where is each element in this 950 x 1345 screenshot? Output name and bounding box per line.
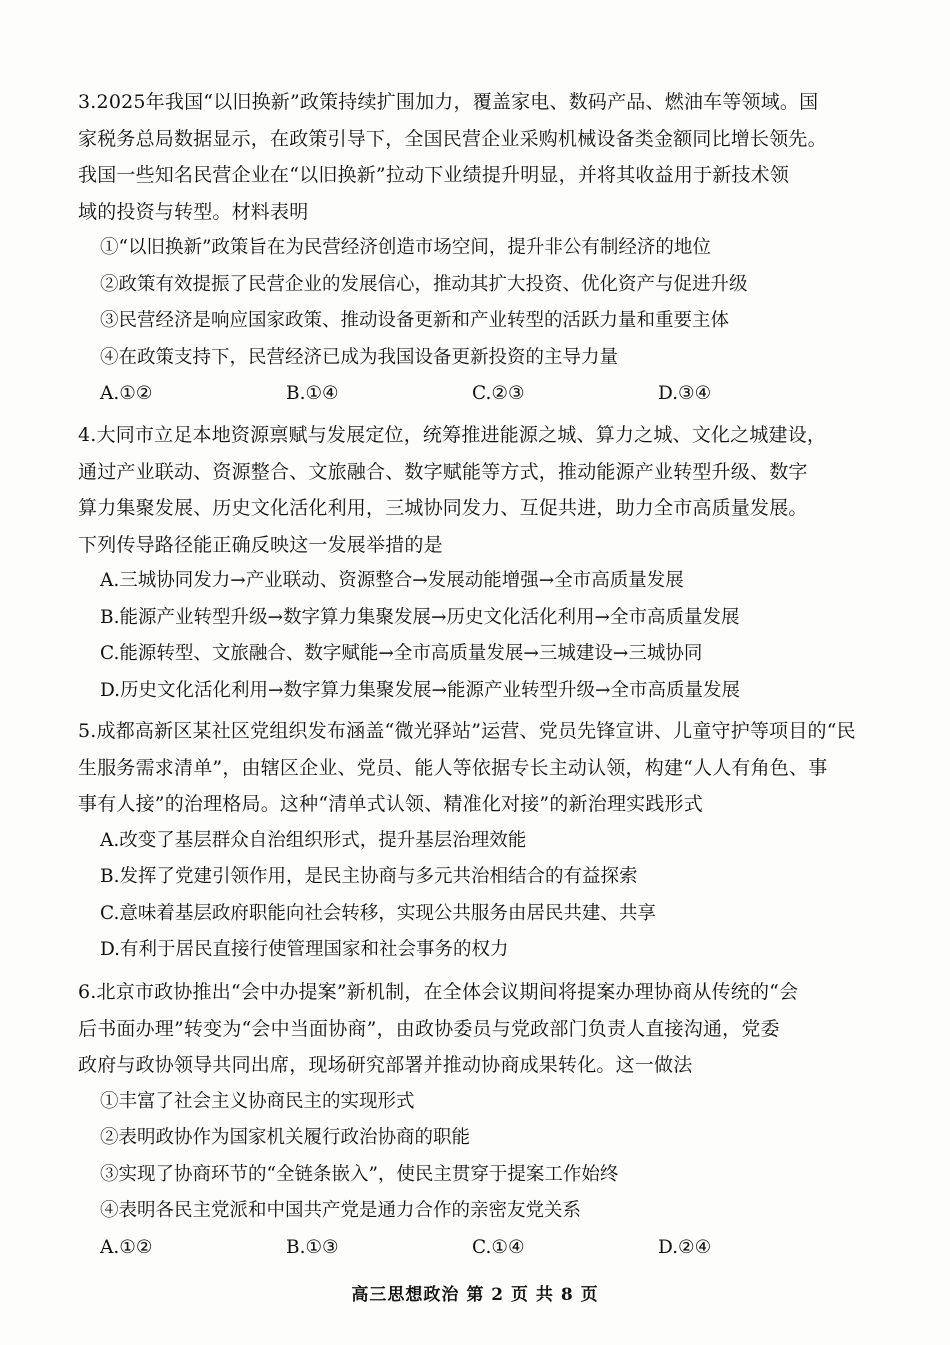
choice-b: B.①④ xyxy=(286,383,339,404)
answer-choices xyxy=(78,1230,878,1267)
option-c: C.能源转型、文旅融合、数字赋能→全市高质量发展→三城建设→三城协同 xyxy=(100,643,703,664)
option-d: D.有利于居民直接行使管理国家和社会事务的权力 xyxy=(100,939,509,960)
question-6 xyxy=(78,974,878,1266)
stem-line: 通过产业联动、资源整合、文旅融合、数字赋能等方式，推动能源产业转型升级、数字 xyxy=(78,460,808,483)
question-3 xyxy=(78,84,878,413)
stem-line: 生服务需求清单”，由辖区企业、党员、能人等依据专长主动认领，构建“人人有角色、事 xyxy=(78,756,828,779)
stem-line: 4.大同市立足本地资源禀赋与发展定位，统筹推进能源之城、算力之城、文化之城建设， xyxy=(78,424,827,446)
choice-d: D.②④ xyxy=(658,1236,712,1258)
question-4 xyxy=(78,417,878,709)
stem-line: 域的投资与转型。材料表明 xyxy=(78,200,309,223)
choice-d: D.③④ xyxy=(658,383,712,404)
question-6-stem xyxy=(78,974,878,1084)
question-5-stem xyxy=(78,713,878,823)
stem-line: 我国一些知名民营企业在“以旧换新”拉动下业绩提升明显，并将其收益用于新技术领 xyxy=(78,164,790,186)
choice-c: C.①④ xyxy=(472,1236,525,1258)
statement-1: ①丰富了社会主义协商民主的实现形式 xyxy=(100,1090,415,1112)
page-footer: 高三思想政治 第 2 页 共 8 页 xyxy=(351,1285,599,1305)
choice-a: A.①② xyxy=(100,383,153,404)
choice-c: C.②③ xyxy=(472,383,525,404)
stem-line: 家税务总局数据显示，在政策引导下，全国民营企业采购机械设备类金额同比增长领先。 xyxy=(78,127,827,150)
option-a: A.改变了基层群众自治组织形式，提升基层治理效能 xyxy=(100,829,527,851)
option-d: D.历史文化活化利用→数字算力集聚发展→能源产业转型升级→全市高质量发展 xyxy=(100,679,741,701)
question-5 xyxy=(78,713,878,969)
option-b: B.发挥了党建引领作用，是民主协商与多元共治相结合的有益探索 xyxy=(100,866,638,887)
statement-3: ③民营经济是响应国家政策、推动设备更新和产业转型的活跃力量和重要主体 xyxy=(100,310,730,331)
stem-line: 事有人接”的治理格局。这种“清单式认领、精准化对接”的新治理实践形式 xyxy=(78,793,703,815)
stem-line: 政府与政协领导共同出席，现场研究部署并推动协商成果转化。这一做法 xyxy=(78,1054,693,1076)
option-c: C.意味着基层政府职能向社会转移，实现公共服务由居民共建、共享 xyxy=(100,902,656,924)
statement-2: ②政策有效提振了民营企业的发展信心，推动其扩大投资、优化资产与促进升级 xyxy=(100,273,748,295)
statement-4: ④表明各民主党派和中国共产党是通力合作的亲密友党关系 xyxy=(100,1200,582,1221)
answer-choices xyxy=(78,376,878,413)
stem-line: 5.成都高新区某社区党组织发布涵盖“微光驿站”运营、党员先锋宣讲、儿童守护等项目的“民 xyxy=(78,720,856,742)
choice-b: B.①③ xyxy=(286,1236,339,1258)
question-4-stem xyxy=(78,417,878,563)
stem-line: 后书面办理”转变为“会中当面协商”，由政协委员与党政部门负责人直接沟通，党委 xyxy=(78,1017,780,1040)
question-3-stem xyxy=(78,84,878,230)
statement-2: ②表明政协作为国家机关履行政治协商的职能 xyxy=(100,1127,471,1148)
option-a: A.三城协同发力→产业联动、资源整合→发展动能增强→全市高质量发展 xyxy=(100,570,684,591)
stem-line: 3.2025年我国“以旧换新”政策持续扩围加力，覆盖家电、数码产品、燃油车等领域。国 xyxy=(78,91,819,113)
stem-line: 下列传导路径能正确反映这一发展举措的是 xyxy=(78,533,443,556)
choice-a: A.①② xyxy=(100,1236,153,1258)
stem-line: 算力集聚发展、历史文化活化利用，三城协同发力、互促共进，助力全市高质量发展。 xyxy=(78,497,808,519)
statement-3: ③实现了协商环节的“全链条嵌入”，使民主贯穿于提案工作始终 xyxy=(100,1163,619,1185)
statement-4: ④在政策支持下，民营经济已成为我国设备更新投资的主导力量 xyxy=(100,346,619,368)
option-b: B.能源产业转型升级→数字算力集聚发展→历史文化活化利用→全市高质量发展 xyxy=(100,606,740,628)
statement-1: ①“以旧换新”政策旨在为民营经济创造市场空间，提升非公有制经济的地位 xyxy=(100,237,711,258)
stem-line: 6.北京市政协推出“会中办提案”新机制，在全体会议期间将提案办理协商从传统的“会 xyxy=(78,981,799,1003)
